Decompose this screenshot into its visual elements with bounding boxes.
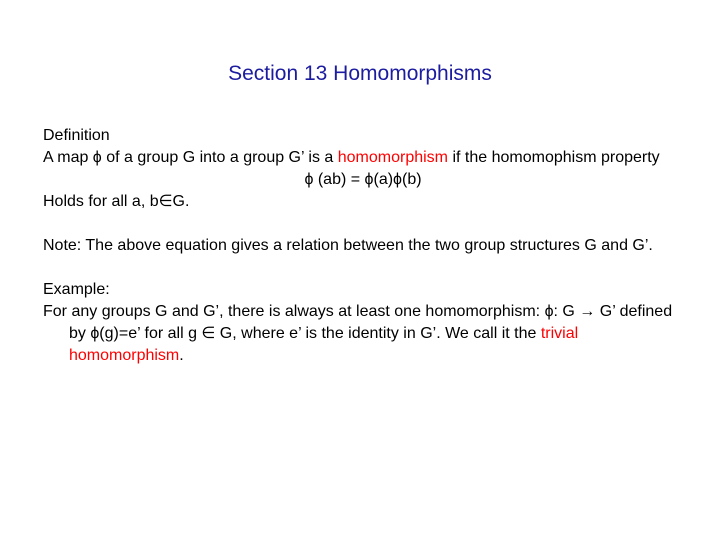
definition-paragraph xyxy=(43,147,683,169)
homomorphism-equation: ϕ (ab) = ϕ(a)ϕ(b) xyxy=(304,171,422,188)
example-text-start: For any groups G and G’, there is always at least one homomorphism: ϕ: G → G’ defined by ϕ(g)=e’ for all g ∈ G, where e’ is the identity in G’. We call it the xyxy=(43,303,673,342)
holds-line: Holds for all a, b∈G. xyxy=(43,193,190,210)
definition-heading: Definition xyxy=(43,127,110,144)
spacer xyxy=(43,213,683,235)
example-text-end: . xyxy=(179,347,184,364)
trivial-homomorphism-term: trivial homomorphism xyxy=(69,325,579,364)
slide-title: Section 13 Homomorphisms xyxy=(228,62,492,85)
homomorphism-term: homomorphism xyxy=(337,149,449,166)
example-paragraph xyxy=(43,301,683,367)
spacer xyxy=(43,257,683,279)
example-heading: Example: xyxy=(43,281,110,298)
note-paragraph: Note: The above equation gives a relation between the two group structures G and G’. xyxy=(43,237,653,254)
slide-body xyxy=(43,125,683,367)
definition-text-start: A map ϕ of a group G into a group G’ is a xyxy=(43,149,338,166)
definition-text-end: if the homomophism property xyxy=(448,149,660,166)
